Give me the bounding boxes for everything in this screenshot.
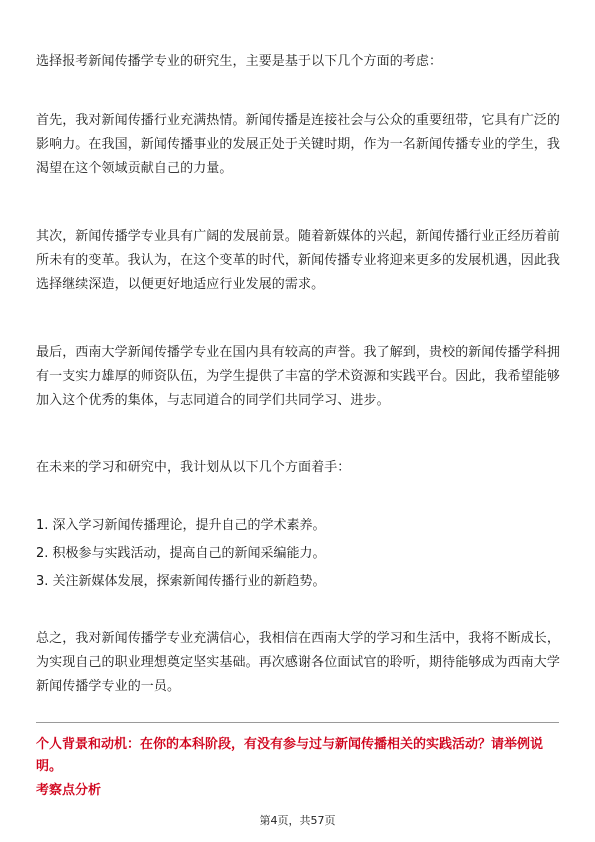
paragraph-first: 首先，我对新闻传播行业充满热情。新闻传播是连接社会与公众的重要纽带，它具有广泛的影响力。在我国，新闻传播事业的发展正处于关键时期，作为一名新闻传播专业的学生，我渴望在这个领域贡献自己的力量。 <box>36 113 561 176</box>
paragraph-second: 其次，新闻传播学专业具有广阔的发展前景。随着新媒体的兴起，新闻传播行业正经历着前所未有的变革。我认为，在这个变革的时代，新闻传播专业将迎来更多的发展机遇，因此我选择继续深造，以便更好地适应行业发展的需求。 <box>36 229 561 292</box>
plan-intro: 在未来的学习和研究中，我计划从以下几个方面着手： <box>36 460 351 475</box>
paragraph-third: 最后，西南大学新闻传播学专业在国内具有较高的声誉。我了解到，贵校的新闻传播学科拥有一支实力雄厚的师资队伍，为学生提供了丰富的学术资源和实践平台。因此，我希望能够加入这个优秀的集体，与志同道合的同学们共同学习、进步。 <box>36 345 561 408</box>
conclusion-paragraph: 总之，我对新闻传播学专业充满信心，我相信在西南大学的学习和生活中，我将不断成长，为实现自己的职业理想奠定坚实基础。再次感谢各位面试官的聆听，期待能够成为西南大学新闻传播学专业的一员。 <box>36 631 561 694</box>
analysis-heading: 考察点分析 <box>36 783 102 798</box>
plan-item-2: 2. 积极参与实践活动，提高自己的新闻采编能力。 <box>36 546 326 561</box>
section-divider <box>36 722 559 723</box>
intro-paragraph: 选择报考新闻传播学专业的研究生，主要是基于以下几个方面的考虑： <box>36 54 443 69</box>
interview-question: 个人背景和动机：在你的本科阶段，有没有参与过与新闻传播相关的实践活动？请举例说明。 <box>36 737 544 774</box>
plan-item-3: 3. 关注新媒体发展，探索新闻传播行业的新趋势。 <box>36 574 326 589</box>
plan-item-1: 1. 深入学习新闻传播理论，提升自己的学术素养。 <box>36 518 326 533</box>
page-footer: 第4页，共57页 <box>259 814 336 827</box>
